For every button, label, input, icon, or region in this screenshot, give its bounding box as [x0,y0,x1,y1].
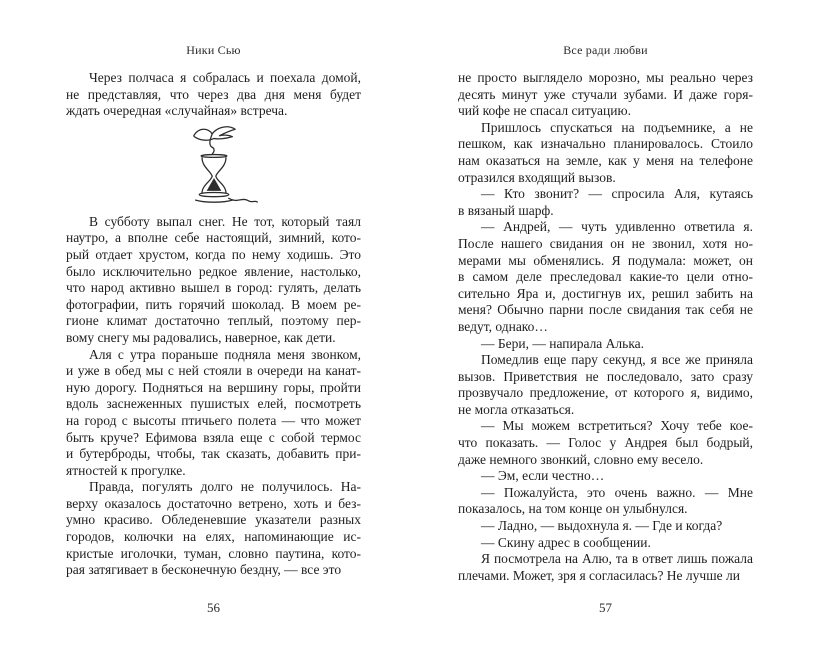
left-page-body [66,70,361,579]
text-line: в вязаный шарф. [458,202,554,218]
text-line: прозвучало предложение, от которого я, видимо, [458,385,753,401]
paragraph [458,535,753,552]
paragraph [458,70,753,120]
left-running-head: Ники Сью [186,43,241,57]
text-line: было исключительно редкое явление, настолько, [66,263,361,279]
paragraph [458,468,753,485]
text-line: Пришлось спускаться на подъемнике, а не [481,119,753,135]
text-line: Правда, погулять долго не получилось. На- [89,479,361,495]
hourglass-icon [168,121,260,213]
text-line: не представляя, что через два дня меня будет [66,86,361,102]
text-line: вому снегу мы радовались, наверное, как дети. [66,329,336,345]
text-line: мерами мы обменялись. Я подумала: может, он [458,252,753,268]
text-line: ную дорогу. Подняться на вершину горы, пройти [66,379,361,395]
text-line: городов, колючки на елях, напоминающие ис- [66,529,361,545]
text-line: фотографии, пить горячий шоколад. В моем ре- [66,296,361,312]
text-line: ведут, однако… [458,318,548,334]
text-line: В субботу выпал снег. Не тот, который таял [89,213,361,229]
text-line: наутро, а вполне себе настоящий, зимний, кото- [66,230,361,246]
paragraph [458,120,753,186]
text-line: — Андрей, — чуть удивленно ответила я. [481,219,753,235]
text-line: кристые иголочки, туман, словно паутина, кото- [66,545,361,561]
text-line: — Бери, — напирала Алька. [481,335,645,351]
text-line: вдоль заснеженных пушистых елей, посмотреть [66,396,361,412]
text-line: вызов. Приветствия не последовало, зато сразу [458,368,753,384]
paragraph [66,347,361,480]
right-running-head: Все ради любви [563,43,648,57]
left-page-number: 56 [207,600,220,615]
right-page-number: 57 [599,600,612,615]
paragraph [458,518,753,535]
paragraph [458,485,753,518]
text-line: даже немного звонкий, словно ему весело. [458,451,704,467]
paragraph [66,214,361,347]
text-line: верху оказалось достаточно ветрено, хоть и без- [66,495,361,511]
text-line: рый отдает хрустом, когда по нему ходишь. Это [66,246,361,262]
right-page [458,44,753,644]
text-line: — Ладно, — выдохнула я. — Где и когда? [481,518,723,534]
text-line: десять минут уже стучали зубами. И даже горя- [458,86,753,102]
text-line: что показать. — Голос у Андрея был бодрый, [458,435,753,451]
text-line: что народ активно вышел в город: гулять, делать [66,280,361,296]
text-line: меня? Обычно парни после свидания так себя не [458,302,753,318]
text-line: — Пожалуйста, это очень важно. — Мне [481,484,753,500]
text-line: После нашего свидания он не звонил, хотя но- [458,235,753,251]
text-line: быть круче? Ефимова взяла еще с собой термос [66,429,361,445]
text-line: плечами. Может, зря я согласилась? Не лучше ли [458,567,740,583]
paragraph [458,352,753,418]
text-line: показалось, на том конце он улыбнулся. [458,501,688,517]
text-line: пешком, как изначально планировалось. Стоило [458,136,753,152]
text-line: ждать очередная «случайная» встреча. [66,103,288,119]
text-line: умно красиво. Обледеневшие указатели разных [66,512,361,528]
text-line: и бутерброды, чтобы, так сказать, добавить при- [66,446,361,462]
text-line: Помедлив еще пару секунд, я все же приняла [481,352,753,368]
paragraph [66,70,361,120]
text-line: сительно Яра и, достигнув их, решил забить на [458,285,753,301]
text-line: не просто выглядело морозно, мы реально через [458,70,753,85]
text-line: Через полчаса я собралась и поехала домой, [89,70,361,85]
paragraph [458,186,753,219]
text-line: на город с высоты птичьего полета — что может [66,412,361,428]
text-line: в самом деле преследовал какие-то цели отно- [458,269,753,285]
paragraph [458,418,753,468]
paragraph [458,551,753,584]
paragraph [458,219,753,335]
text-line: не могла отказаться. [458,401,575,417]
text-line: — Кто звонит? — спросила Аля, кутаясь [481,186,753,202]
text-line: ятностей к прогулке. [66,462,186,478]
text-line: и уже в обед мы с ней стояли в очереди на канат- [66,363,361,379]
text-line: нам оказаться на земле, как у меня на телефоне [458,152,753,168]
text-line: — Скину адрес в сообщении. [481,534,651,550]
paragraph [66,479,361,579]
text-line: Аля с утра пораньше подняла меня звонком, [89,346,361,362]
text-line: — Мы можем встретиться? Хочу тебе кое- [481,418,753,434]
bird-icon [193,127,234,140]
hourglass-sketch [66,120,361,214]
text-line: рая затягивает в бесконечную бездну, — все это [66,562,342,578]
left-page [66,44,361,644]
paragraph [458,336,753,353]
text-line: — Эм, если честно… [481,468,605,484]
text-line: гионе климат достаточно теплый, поэтому пер- [66,313,361,329]
text-line: отразился входящий вызов. [458,169,616,185]
text-line: Я посмотрела на Алю, та в ответ лишь пожала [481,551,753,567]
text-line: чий кофе не спасал ситуацию. [458,103,631,119]
right-page-body [458,70,753,584]
